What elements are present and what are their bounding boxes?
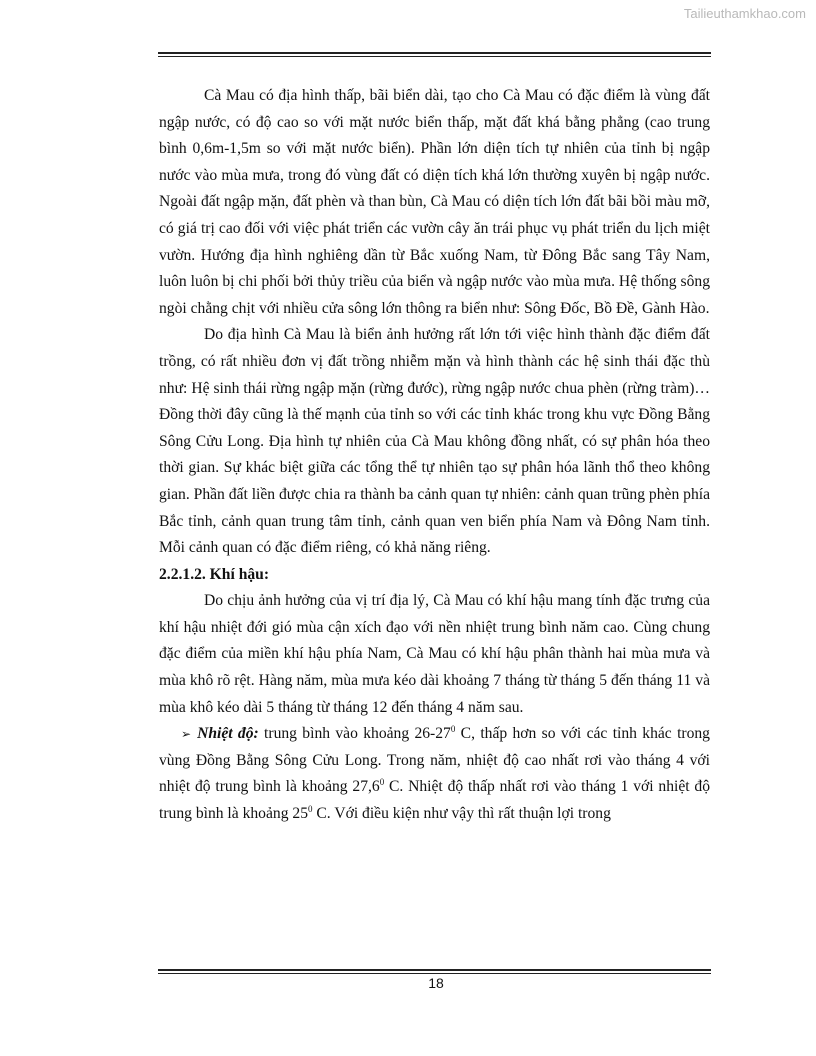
arrow-bullet-icon: ➢ <box>181 727 192 742</box>
bullet-temperature <box>159 721 710 827</box>
degree-superscript: 0 <box>308 804 313 815</box>
paragraph-landscape: Do địa hình Cà Mau là biển ảnh hưởng rất lớn tới việc hình thành đặc điểm đất trồng, có rất nhiều đơn vị đất trồng nhiễm mặn và hình thành các hệ sinh thái đặc thù như: Hệ sinh thái rừng ngập mặn (rừng đước), rừng ngập nước chua phèn (rừng tràm)…Đồng thời đây cũng là thế mạnh của tỉnh so với các tỉnh khác trong khu vực Đồng Bằng Sông Cửu Long. Địa hình tự nhiên của Cà Mau không đồng nhất, có sự phân hóa theo thời gian. Sự khác biệt giữa các tổng thể tự nhiên tạo sự phân hóa lãnh thổ theo không gian. Phần đất liền được chia ra thành ba cảnh quan tự nhiên: cảnh quan trũng phèn phía Bắc tỉnh, cảnh quan trung tâm tỉnh, cảnh quan ven biển phía Nam và Đông Nam tỉnh. Mỗi cảnh quan có đặc điểm riêng, có khả năng riêng. <box>159 326 710 557</box>
bullet-label: Nhiệt độ: <box>197 725 259 743</box>
degree-superscript: 0 <box>450 724 456 735</box>
header-rule <box>158 52 711 57</box>
footer-rule <box>158 969 711 974</box>
bullet-text-3: C. Nhiệt độ thấp nhất rơi vào tháng 1 với nhiệt độ trung bình là khoảng 25 <box>159 778 710 823</box>
bullet-text-1: trung bình vào khoảng 26-27 <box>258 725 451 743</box>
watermark: Tailieuthamkhao.com <box>683 6 806 21</box>
page-number: 18 <box>428 975 444 991</box>
section-heading-climate: 2.2.1.2. Khí hậu: <box>159 565 270 583</box>
paragraph-climate: Do chịu ảnh hưởng của vị trí địa lý, Cà Mau có khí hậu mang tính đặc trưng của khí hậu nhiệt đới gió mùa cận xích đạo với nền nhiệt trung bình năm cao. Cùng chung đặc điểm của miền khí hậu phía Nam, Cà Mau có khí hậu phân thành hai mùa mưa và mùa khô rõ rệt. Hàng năm, mùa mưa kéo dài khoảng 7 tháng từ tháng 5 đến tháng 11 và mùa khô kéo dài 5 tháng từ tháng 12 đến tháng 4 năm sau. <box>159 592 710 716</box>
bullet-text-4: C. Với điều kiện như vậy thì rất thuận lợi trong <box>312 805 611 823</box>
page-body <box>159 83 710 828</box>
degree-superscript: 0 <box>379 777 385 788</box>
paragraph-terrain: Cà Mau có địa hình thấp, bãi biển dài, tạo cho Cà Mau có đặc điểm là vùng đất ngập nước, có độ cao so với mặt nước biển thấp, mặt đất khá bằng phẳng (cao trung bình 0,6m-1,5m so với mặt nước biển). Phần lớn diện tích tự nhiên của tỉnh bị ngập nước vào mùa mưa, trong đó vùng đất có diện tích khá lớn thường xuyên bị ngập nước. Ngoài đất ngập mặn, đất phèn và than bùn, Cà Mau có diện tích lớn đất bãi bồi màu mỡ, có giá trị cao đối với việc phát triển các vườn cây ăn trái phục vụ phát triển du lịch miệt vườn. Hướng địa hình nghiêng dần từ Bắc xuống Nam, từ Đông Bắc sang Tây Nam, luôn luôn bị chi phối bởi thủy triều của biển và ngập nước vào mùa mưa. Hệ thống sông ngòi chằng chịt với nhiều cửa sông lớn thông ra biển như: Sông Đốc, Bồ Đề, Gành Hào. <box>159 87 710 317</box>
bullet-text-2: C, thấp hơn so với các tỉnh khác trong vùng Đồng Bằng Sông Cửu Long. Trong năm, nhiệt độ cao nhất rơi vào tháng 4 với nhiệt độ trung bình là khoảng 27,6 <box>159 725 710 796</box>
